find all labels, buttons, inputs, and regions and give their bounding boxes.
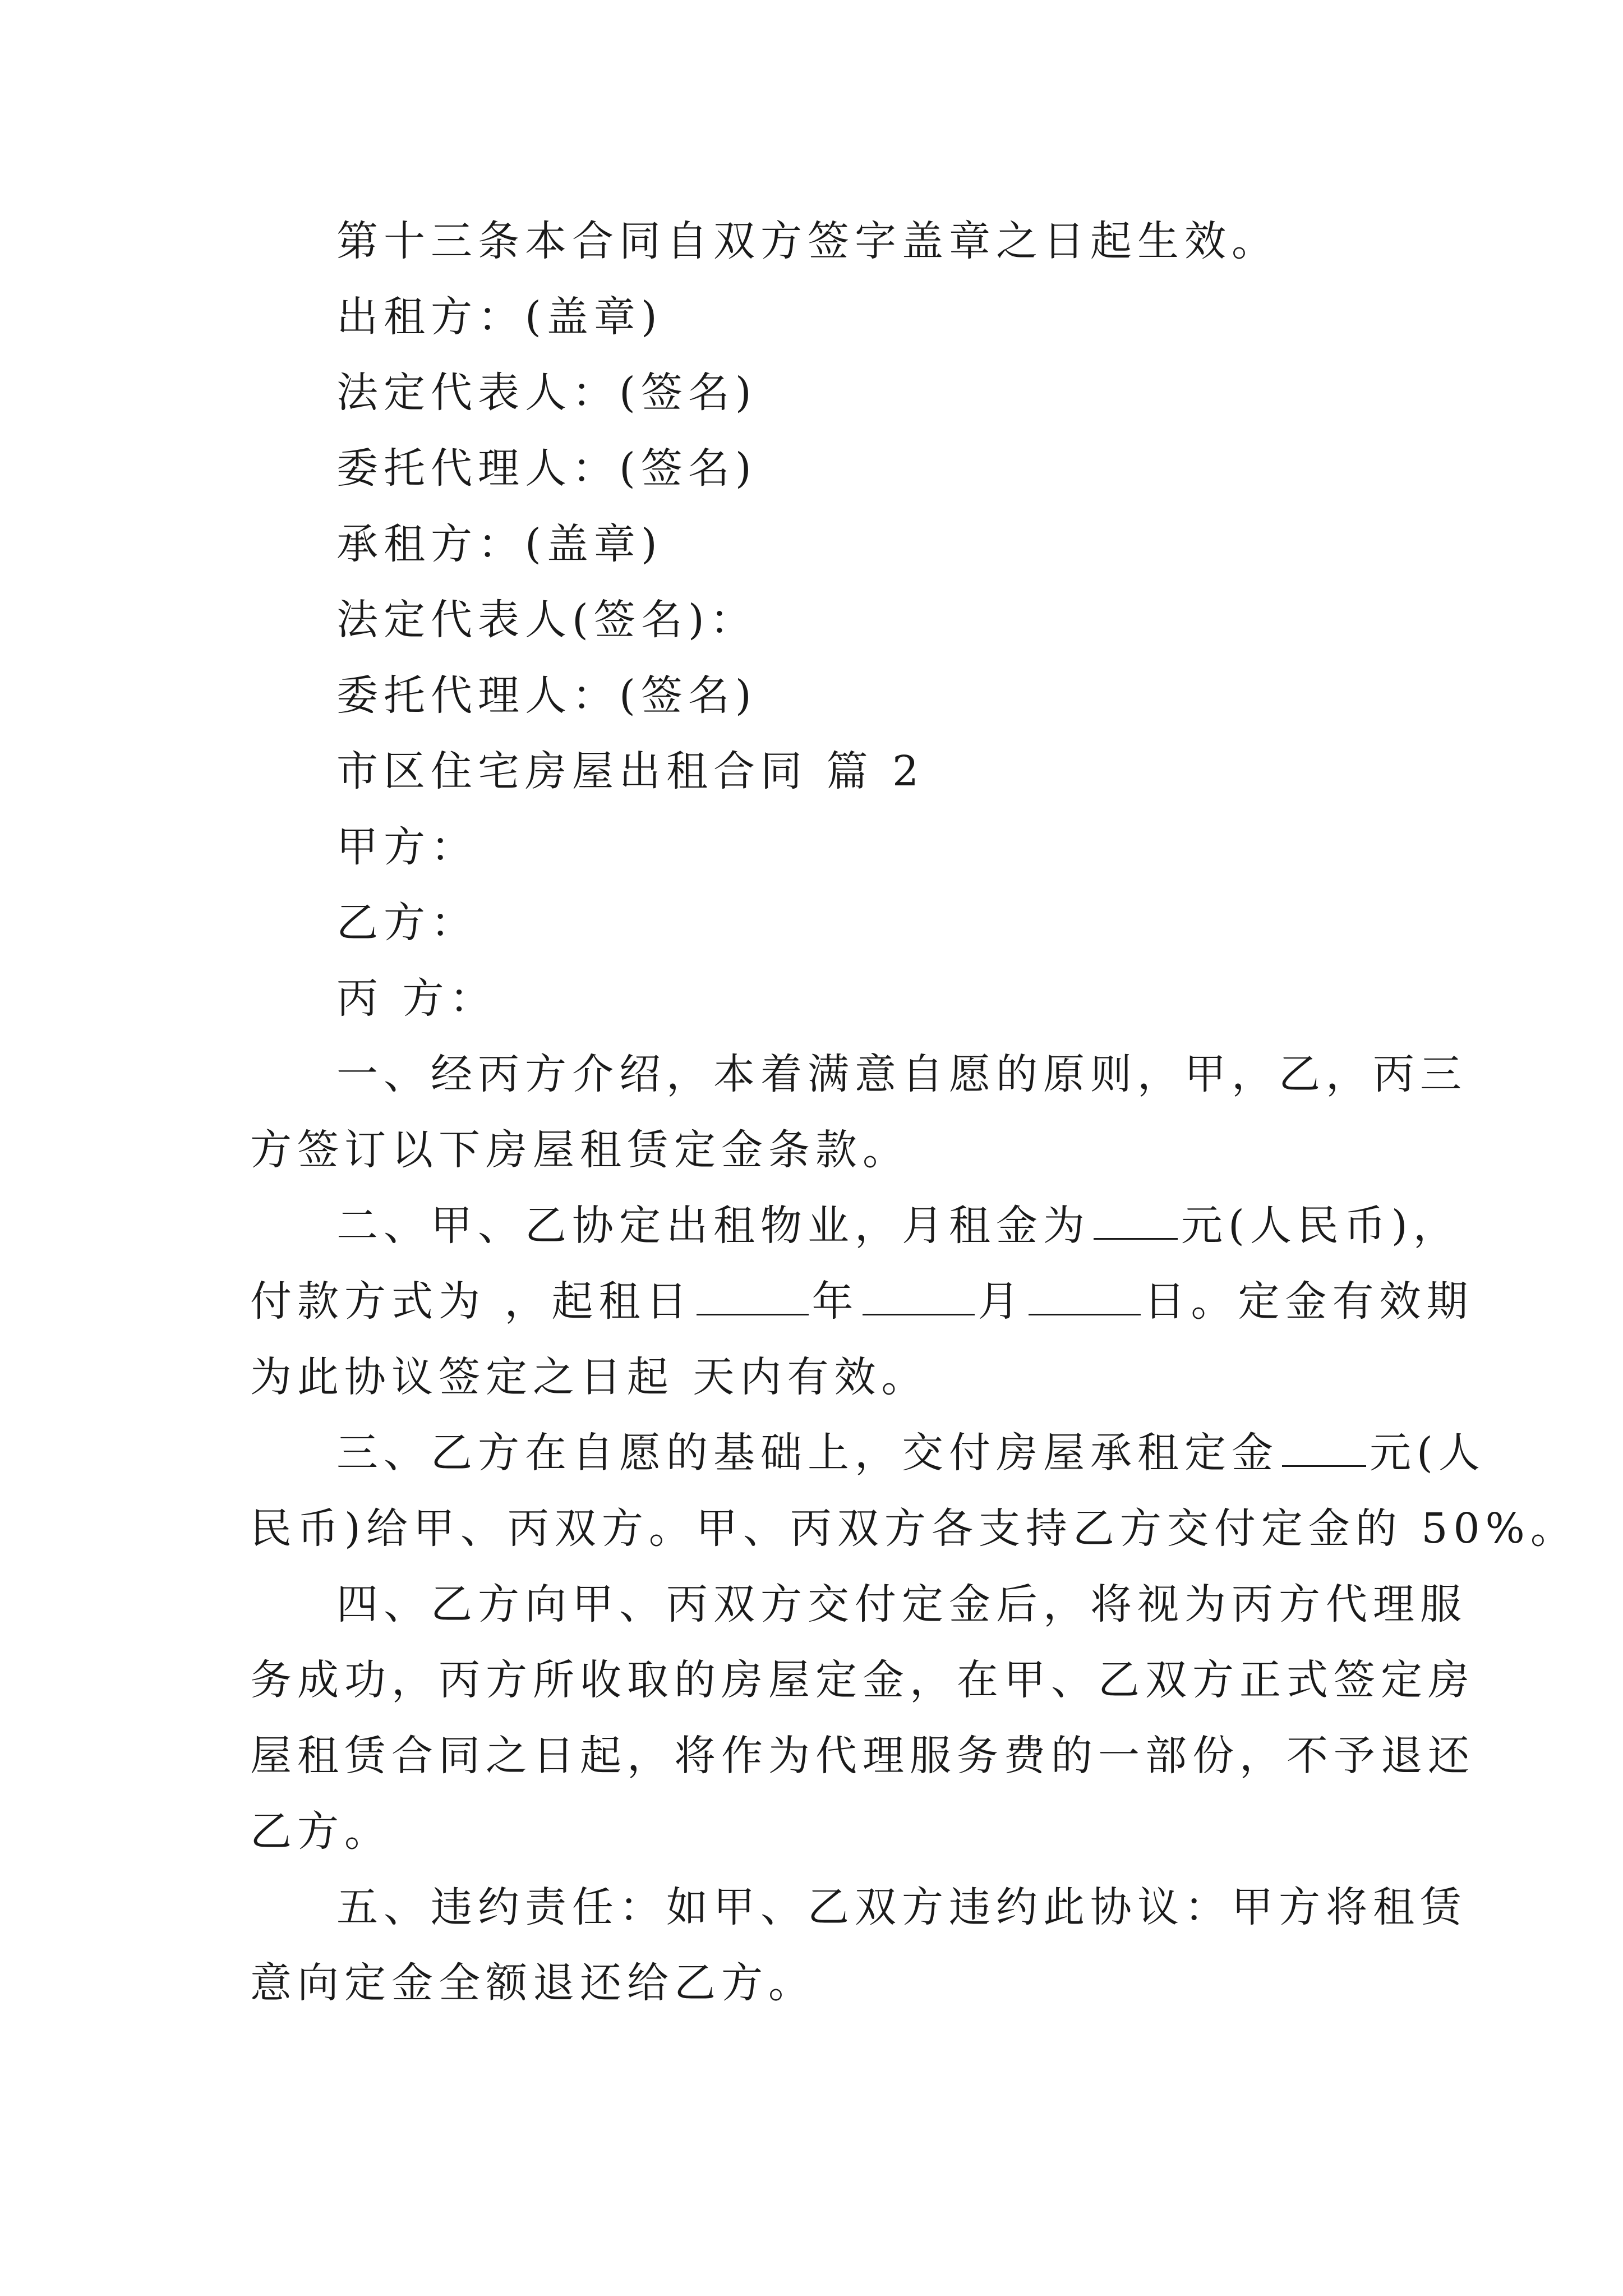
lessor-seal-line: 出租方：(盖章) xyxy=(336,293,663,341)
clause-2-text-a: 二、甲、乙协定出租物业，月租金为 xyxy=(336,1202,1090,1250)
clause-3-line-1 xyxy=(336,1428,1514,1478)
month-blank xyxy=(863,1279,975,1315)
lessor-legal-rep-line: 法定代表人：(签名) xyxy=(336,369,757,417)
clause-3-text-a: 三、乙方在自愿的基础上，交付房屋承租定金 xyxy=(336,1429,1279,1477)
year-blank xyxy=(697,1279,809,1315)
rent-amount-blank xyxy=(1094,1203,1178,1240)
clause-3-line-2: 民币)给甲、丙双方。甲、丙双方各支持乙方交付定金的 50%。 xyxy=(250,1504,1578,1553)
article-13-text: 第十三条本合同自双方签字盖章之日起生效。 xyxy=(336,217,1279,265)
party-a-line: 甲方： xyxy=(336,823,478,871)
clause-2-line-3: 为此协议签定之日起 天内有效。 xyxy=(250,1353,929,1401)
clause-4-line-3: 屋租赁合同之日起，将作为代理服务费的一部份，不予退还 xyxy=(250,1732,1475,1780)
clause-2-text-f: 日。定金有效期 xyxy=(1144,1277,1474,1326)
clause-4-line-2: 务成功，丙方所收取的房屋定金，在甲、乙双方正式签定房 xyxy=(250,1656,1475,1704)
clause-2-line-1 xyxy=(336,1200,1514,1251)
clause-2-text-e: 月 xyxy=(978,1277,1025,1326)
deposit-amount-blank xyxy=(1282,1430,1366,1467)
clause-2-text-d: 年 xyxy=(811,1277,859,1326)
party-b-line: 乙方： xyxy=(336,899,478,947)
clause-1-line-1: 一、经丙方介绍，本着满意自愿的原则，甲，乙，丙三 xyxy=(336,1050,1467,1098)
clause-4-line-4: 乙方。 xyxy=(250,1807,391,1856)
clause-4-line-1: 四、乙方向甲、丙双方交付定金后，将视为丙方代理服 xyxy=(336,1580,1467,1628)
section-title: 市区住宅房屋出租合同 篇 2 xyxy=(336,747,925,795)
clause-2-text-b: 元(人民币)， xyxy=(1181,1202,1460,1250)
day-blank xyxy=(1029,1279,1141,1315)
lessee-agent-line: 委托代理人：(签名) xyxy=(336,671,757,720)
clause-2-text-c: 付款方式为 ，起租日 xyxy=(250,1277,693,1326)
clause-5-line-1: 五、违约责任：如甲、乙双方违约此协议：甲方将租赁 xyxy=(336,1883,1467,1931)
lessee-seal-line: 承租方：(盖章) xyxy=(336,520,663,568)
clause-3-text-b: 元(人 xyxy=(1370,1429,1486,1477)
lessor-agent-line: 委托代理人：(签名) xyxy=(336,444,757,493)
lessee-legal-rep-line: 法定代表人(签名)： xyxy=(336,596,757,644)
clause-5-line-2: 意向定金全额退还给乙方。 xyxy=(250,1959,815,2007)
clause-1-line-2: 方签订以下房屋租赁定金条款。 xyxy=(250,1126,910,1174)
clause-2-line-2 xyxy=(250,1276,1474,1327)
party-c-line: 丙 方： xyxy=(336,974,497,1023)
